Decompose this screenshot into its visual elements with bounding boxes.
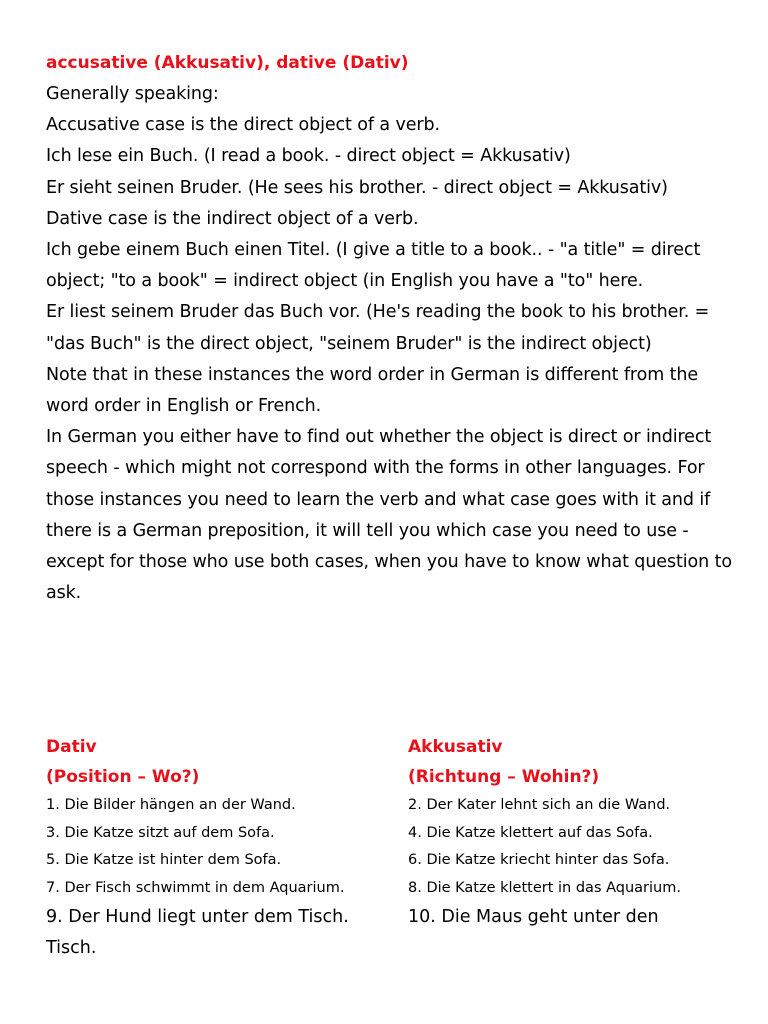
- paragraph: Er liest seinem Bruder das Buch vor. (He's reading the book to his brother. = "das Buch" is the direct object, "seinem Bruder" is the indirect object): [46, 302, 710, 354]
- paragraph: In German you either have to find out whether the object is direct or indirect speech - which might not correspond with the forms in other languages. For those instances you need to learn the verb and what case goes with it and if there is a German preposition, it will tell you which case you need to use - except for those who use both cases, when you have to know what question to ask.: [46, 427, 732, 604]
- dativ-example: 5. Die Katze ist hinter dem Sofa.: [46, 852, 282, 868]
- akkusativ-title: Akkusativ: [408, 737, 503, 757]
- paragraph: Note that in these instances the word order in German is different from the word order in English or French.: [46, 364, 699, 417]
- paragraph: Ich lese ein Buch. (I read a book. - direct object = Akkusativ): [46, 146, 571, 167]
- akkusativ-example: 4. Die Katze klettert auf das Sofa.: [408, 824, 653, 841]
- page-heading: accusative (Akkusativ), dative (Dativ): [46, 53, 409, 73]
- dativ-example-last: 9. Der Hund liegt unter dem Tisch.: [46, 907, 349, 927]
- paragraph: Dative case is the indirect object of a verb.: [46, 208, 419, 229]
- akkusativ-example: 6. Die Katze kriecht hinter das Sofa.: [408, 852, 670, 868]
- akkusativ-example: 2. Der Kater lehnt sich an die Wand.: [408, 797, 671, 813]
- akkusativ-column: [408, 732, 748, 933]
- akkusativ-example: 8. Die Katze klettert in das Aquarium.: [408, 879, 681, 896]
- akkusativ-subtitle: (Richtung – Wohin?): [408, 767, 600, 787]
- dativ-subtitle: (Position – Wo?): [46, 767, 200, 787]
- dativ-example: 7. Der Fisch schwimmt in dem Aquarium.: [46, 879, 345, 896]
- dativ-column: [46, 732, 386, 964]
- dativ-example: 3. Die Katze sitzt auf dem Sofa.: [46, 824, 275, 841]
- body-text: [46, 79, 746, 609]
- akkusativ-example-last: 10. Die Maus geht unter den: [408, 907, 659, 927]
- paragraph: Accusative case is the direct object of a verb.: [46, 115, 440, 136]
- dativ-title: Dativ: [46, 737, 97, 757]
- dativ-example: 1. Die Bilder hängen an der Wand.: [46, 797, 296, 813]
- document-page: [46, 48, 746, 609]
- paragraph: Generally speaking:: [46, 84, 219, 104]
- paragraph: Er sieht seinen Bruder. (He sees his brother. - direct object = Akkusativ): [46, 177, 668, 198]
- dativ-example-continued: Tisch.: [46, 938, 97, 958]
- paragraph: Ich gebe einem Buch einen Titel. (I give a title to a book.. - "a title" = direct object; "to a book" = indirect object (in English you have a "to" here.: [46, 240, 701, 292]
